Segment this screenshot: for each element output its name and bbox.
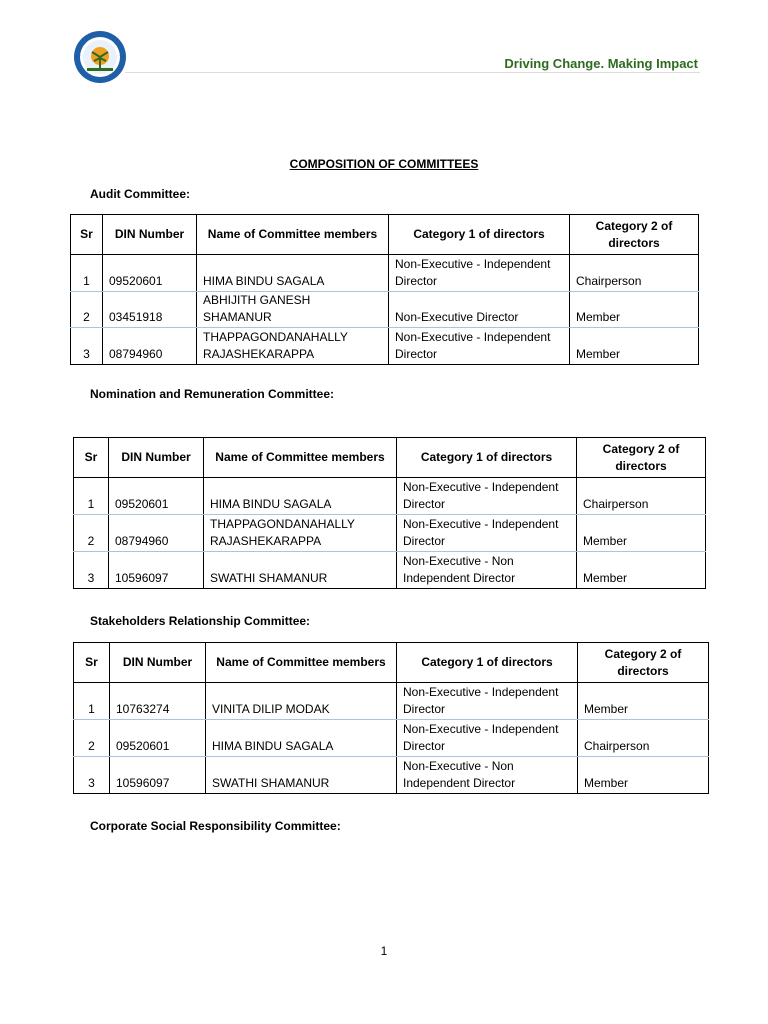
table-row — [74, 552, 706, 589]
cell-category-1: Non-Executive Director — [389, 292, 570, 328]
cell-category-1: Non-Executive - Independent Director — [389, 328, 570, 365]
company-logo — [73, 30, 127, 84]
tagline: Driving Change. Making Impact — [504, 56, 698, 71]
cell-category-2: Member — [577, 552, 706, 589]
table-row — [74, 478, 706, 515]
table-row — [74, 757, 709, 794]
cell-category-2: Member — [570, 292, 699, 328]
col-header-sr: Sr — [71, 215, 103, 255]
cell-sr: 2 — [74, 515, 109, 552]
audit-committee-title: Audit Committee: — [90, 187, 190, 201]
col-header-name: Name of Committee members — [197, 215, 389, 255]
cell-category-2: Chairperson — [578, 720, 709, 757]
cell-category-1: Non-Executive - Independent Director — [389, 255, 570, 292]
cell-name: ABHIJITH GANESH SHAMANUR — [197, 292, 389, 328]
col-header-din: DIN Number — [109, 438, 204, 478]
nomination-committee-table — [73, 437, 706, 589]
stakeholders-committee-title: Stakeholders Relationship Committee: — [90, 614, 311, 628]
cell-name: THAPPAGONDANAHALLY RAJASHEKARAPPA — [204, 515, 397, 552]
cell-category-2: Member — [578, 683, 709, 720]
cell-din: 10596097 — [109, 552, 204, 589]
page-number: 1 — [380, 944, 388, 958]
cell-sr: 1 — [74, 683, 110, 720]
table-row — [71, 292, 699, 328]
col-header-name: Name of Committee members — [206, 643, 397, 683]
cell-din: 10596097 — [110, 757, 206, 794]
col-header-category-2: Category 2 of directors — [577, 438, 706, 478]
table-row — [74, 515, 706, 552]
col-header-sr: Sr — [74, 643, 110, 683]
cell-din: 08794960 — [103, 328, 197, 365]
cell-category-1: Non-Executive - Independent Director — [397, 515, 577, 552]
col-header-din: DIN Number — [110, 643, 206, 683]
cell-name: VINITA DILIP MODAK — [206, 683, 397, 720]
cell-din: 08794960 — [109, 515, 204, 552]
cell-sr: 1 — [74, 478, 109, 515]
header-rule — [125, 72, 700, 73]
col-header-category-1: Category 1 of directors — [389, 215, 570, 255]
col-header-category-1: Category 1 of directors — [397, 643, 578, 683]
table-header-row — [71, 215, 699, 255]
cell-din: 09520601 — [103, 255, 197, 292]
cell-din: 09520601 — [109, 478, 204, 515]
cell-category-2: Member — [570, 328, 699, 365]
col-header-category-2: Category 2 of directors — [570, 215, 699, 255]
cell-category-2: Chairperson — [570, 255, 699, 292]
document-title: COMPOSITION OF COMMITTEES — [289, 157, 479, 171]
table-header-row — [74, 438, 706, 478]
col-header-din: DIN Number — [103, 215, 197, 255]
cell-category-2: Chairperson — [577, 478, 706, 515]
table-row — [74, 683, 709, 720]
cell-category-1: Non-Executive - Independent Director — [397, 720, 578, 757]
cell-category-2: Member — [578, 757, 709, 794]
cell-category-1: Non-Executive - Non Independent Director — [397, 757, 578, 794]
col-header-name: Name of Committee members — [204, 438, 397, 478]
cell-category-1: Non-Executive - Non Independent Director — [397, 552, 577, 589]
cell-sr: 2 — [71, 292, 103, 328]
cell-category-2: Member — [577, 515, 706, 552]
table-header-row — [74, 643, 709, 683]
cell-name: HIMA BINDU SAGALA — [204, 478, 397, 515]
cell-name: HIMA BINDU SAGALA — [206, 720, 397, 757]
col-header-category-1: Category 1 of directors — [397, 438, 577, 478]
cell-din: 10763274 — [110, 683, 206, 720]
nomination-committee-title: Nomination and Remuneration Committee: — [90, 387, 335, 401]
cell-sr: 1 — [71, 255, 103, 292]
cell-sr: 3 — [74, 757, 110, 794]
audit-committee-table — [70, 214, 699, 365]
table-row — [71, 255, 699, 292]
cell-category-1: Non-Executive - Independent Director — [397, 478, 577, 515]
cell-sr: 3 — [71, 328, 103, 365]
csr-committee-title: Corporate Social Responsibility Committee: — [90, 819, 341, 833]
col-header-category-2: Category 2 of directors — [578, 643, 709, 683]
cell-name: THAPPAGONDANAHALLY RAJASHEKARAPPA — [197, 328, 389, 365]
cell-name: SWATHI SHAMANUR — [206, 757, 397, 794]
cell-name: SWATHI SHAMANUR — [204, 552, 397, 589]
cell-sr: 3 — [74, 552, 109, 589]
cell-category-1: Non-Executive - Independent Director — [397, 683, 578, 720]
table-row — [74, 720, 709, 757]
cell-din: 03451918 — [103, 292, 197, 328]
stakeholders-committee-table — [73, 642, 709, 794]
table-row — [71, 328, 699, 365]
cell-sr: 2 — [74, 720, 110, 757]
col-header-sr: Sr — [74, 438, 109, 478]
cell-din: 09520601 — [110, 720, 206, 757]
cell-name: HIMA BINDU SAGALA — [197, 255, 389, 292]
